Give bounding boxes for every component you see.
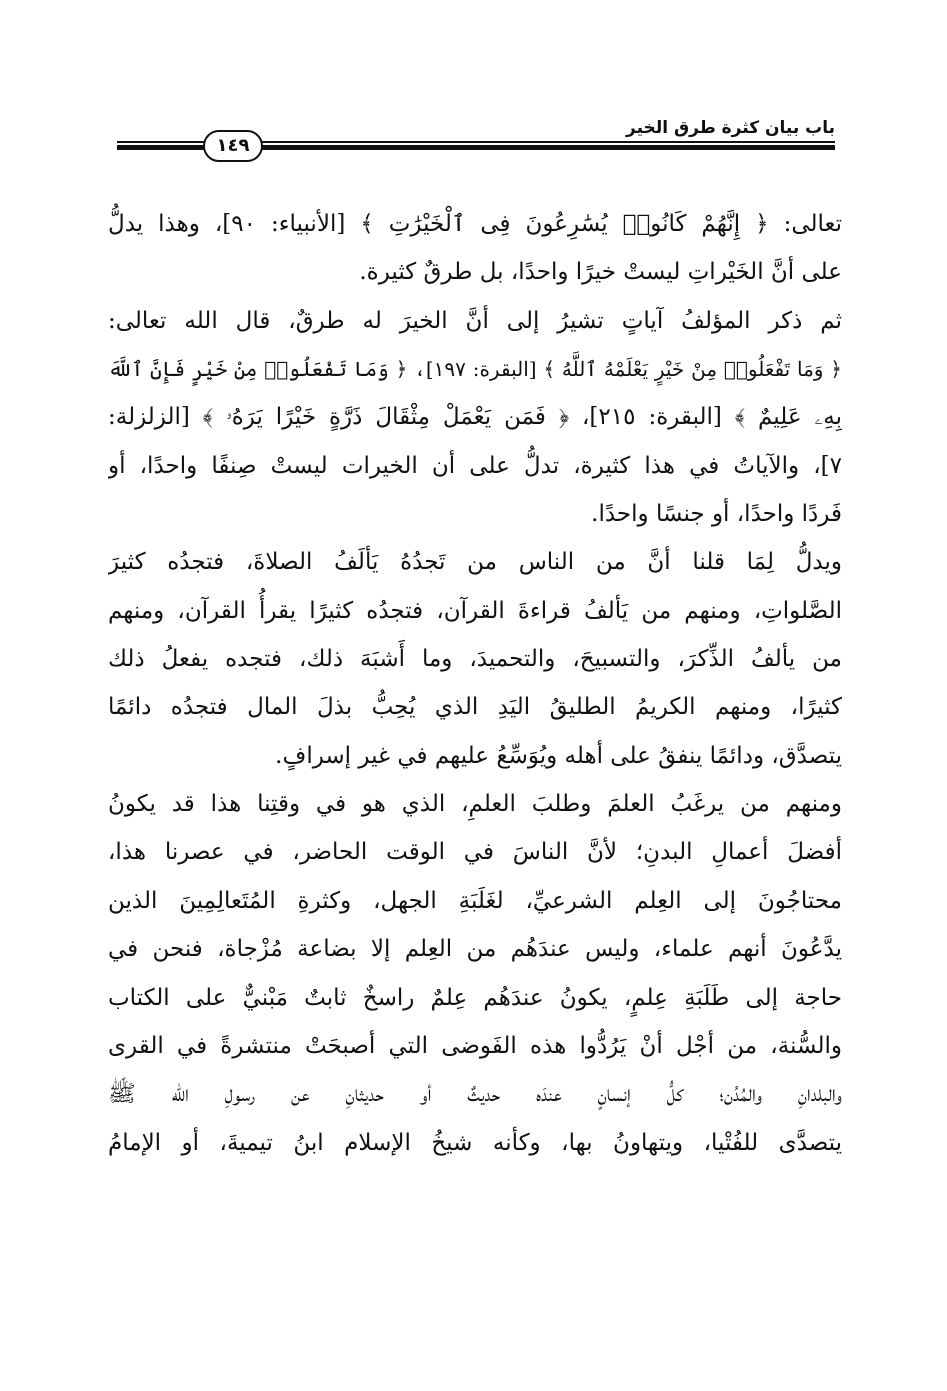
text-line: ويدلُّ لِمَا قلنا أنَّ من الناس من تَجدُهُ يَألَفُ الصلاةَ، فتجدُه كثيرَ [108, 549, 842, 576]
text-line: تعالى: ﴿ إِنَّهُمْ كَانُوا۟ يُسَٰرِعُونَ فِى ٱلْخَيْرَٰتِ ﴾ [الأنبياء: ٩٠]، وهذا يدلُّ [108, 211, 842, 237]
running-title: باب بيان كثرة طرق الخير [626, 118, 835, 138]
text-line: من يألفُ الذِّكرَ، والتسبيحَ، والتحميدَ، وما أَشبَهَ ذلك، فتجده يفعلُ ذلك [108, 646, 842, 673]
text-line: كثيرًا، ومنهم الكريمُ الطليقُ اليَدِ الذي يُحِبُّ بذلَ المال فتجدُه دائمًا [108, 694, 842, 721]
text-line: أفضلَ أعمالِ البدنِ؛ لأنَّ الناسَ في الوقت الحاضر، في عصرنا هذا، [108, 839, 842, 866]
text-line: ٧]، والآياتُ في هذا كثيرة، تدلُّ على أن الخيرات ليستْ صِنفًا واحدًا، أو [108, 452, 842, 479]
body-text [108, 200, 842, 1167]
text-line: ثم ذكر المؤلفُ آياتٍ تشيرُ إلى أنَّ الخيرَ له طرقٌ، قال الله تعالى: [108, 307, 842, 334]
text-line: يتصدَّق، ودائمًا ينفقُ على أهله ويُوَسِّعُ عليهم في غير إسرافٍ. [275, 742, 842, 769]
text-line: والبلدانِ والمُدُن؛ كلُّ إنسانٍ عندَه حديثٌ أو حديثانِ عن رسولِ الله ﷺ [108, 1081, 842, 1108]
text-line: حاجة إلى طَلَبَةِ عِلمٍ، يكونُ عندَهُم عِلمٌ راسخٌ ثابتٌ مَبْنيٌّ على الكتاب [108, 984, 842, 1011]
page-header [117, 112, 835, 172]
text-line: بِهِۦ عَلِيمٌ ﴾ [البقرة: ٢١٥]، ﴿ فَمَن يَعْمَلْ مِثْقَالَ ذَرَّةٍ خَيْرًا يَرَهُۥ ﴾ [الزلزلة: [108, 404, 842, 431]
text-line: الصَّلواتِ، ومنهم من يَألفُ قراءةَ القرآن، فتجدُه كثيرًا يقرأُ القرآن، ومنهم [108, 597, 842, 624]
text-line: فَردًا واحدًا، أو جنسًا واحدًا. [591, 501, 842, 528]
text-line: على أنَّ الخَيْراتِ ليستْ خيرًا واحدًا، بل طرقٌ كثيرة. [359, 259, 842, 286]
text-line: يدَّعُونَ أنهم علماء، وليس عندَهُم من العِلم إلا بضاعة مُزْجاة، فنحن في [108, 936, 842, 963]
page-number: ١٤٩ [203, 130, 263, 162]
text-line: يتصدَّى للفُتْيا، ويتهاونُ بها، وكأنه شيخُ الإسلام ابنُ تيميةَ، أو الإمامُ [108, 1129, 842, 1156]
text-line: والسُّنة، من أجْل أنْ يَرُدُّوا هذه الفَوضى التي أصبحَتْ منتشرةً في القرى [108, 1032, 842, 1059]
text-line: محتاجُونَ إلى العِلم الشرعيِّ، لغَلَبَةِ الجهل، وكثرةِ المُتَعالِمِينَ الذين [108, 887, 842, 914]
text-line: ﴿ وَمَا تَفْعَلُوا۟ مِنْ خَيْرٍ يَعْلَمْهُ ٱللَّهُ ﴾ [البقرة: ١٩٧]، ﴿ وَمَا تَفْعَلُوا۟ مِنْ خَيْرٍ فَإِنَّ ٱللَّهَ [108, 357, 842, 382]
text-line: ومنهم من يرغَبُ العلمَ وطلبَ العلمِ، الذي هو في وقتِنا هذا قد يكونُ [108, 791, 842, 818]
